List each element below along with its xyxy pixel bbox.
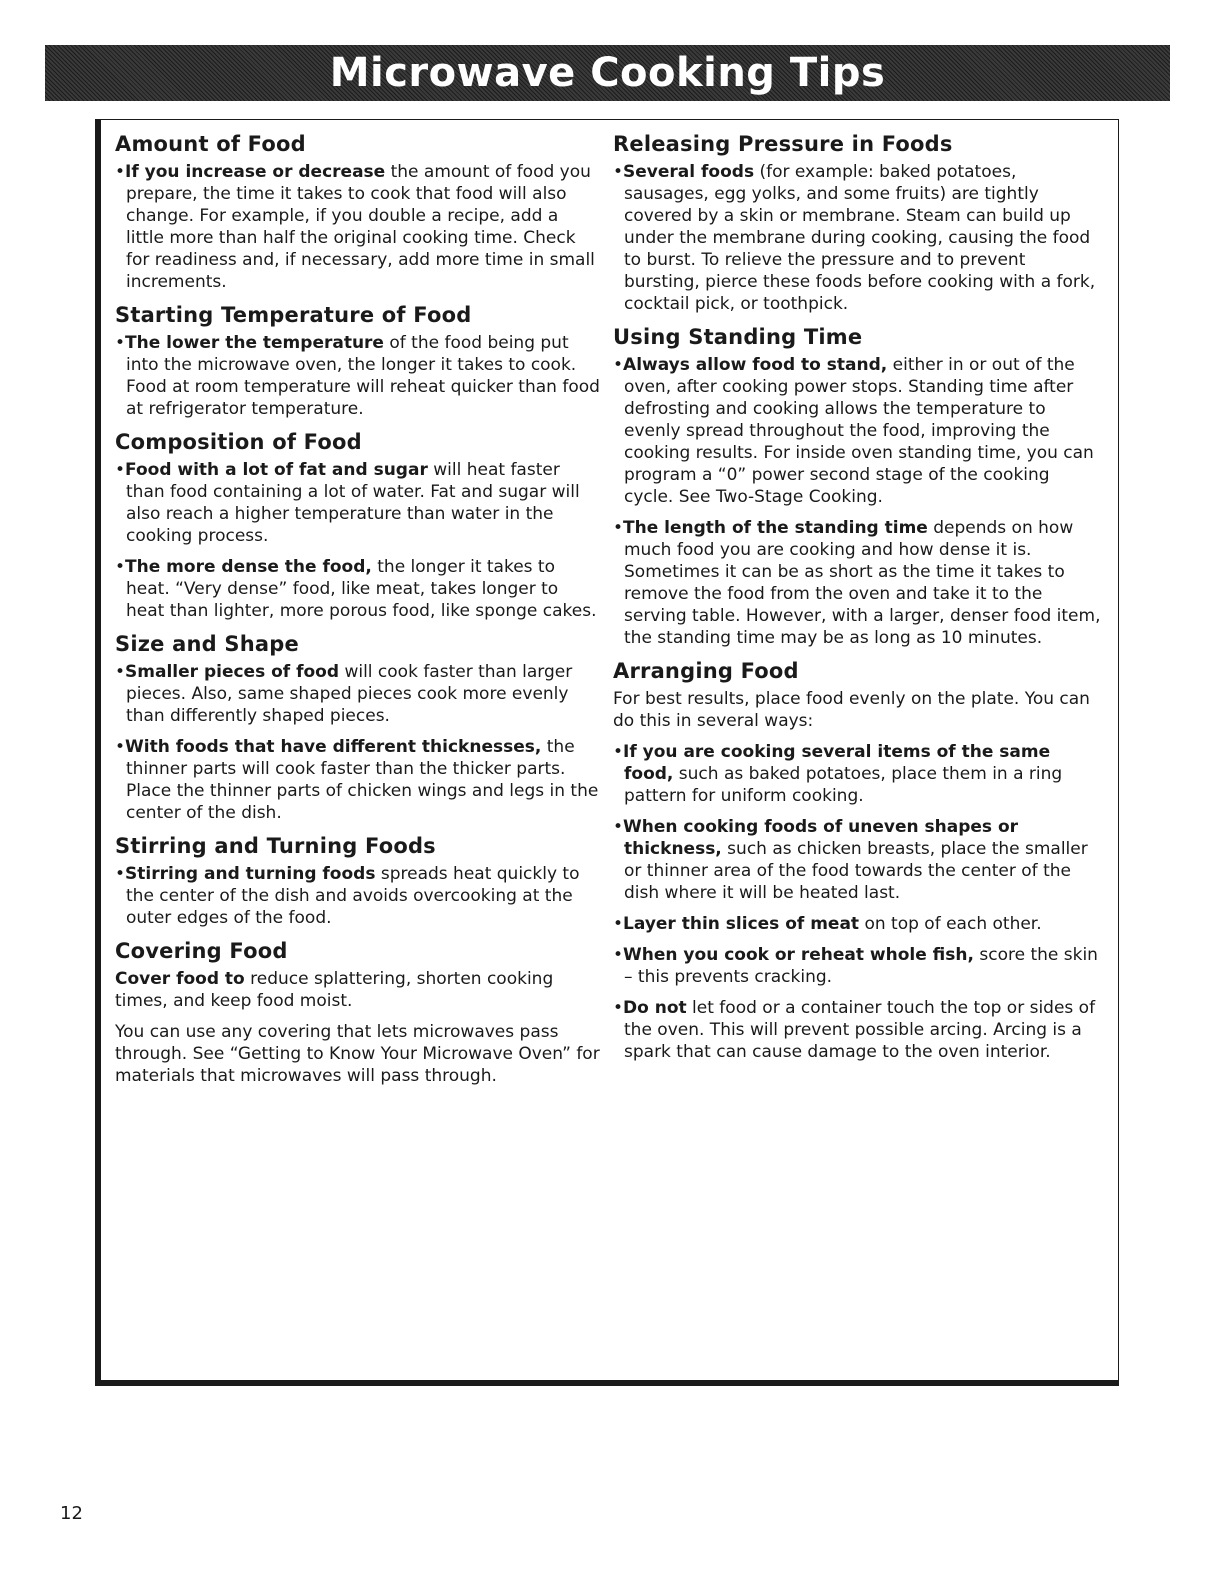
page-number: 12: [60, 1503, 83, 1524]
tip-text: depends on how much food you are cooking and how dense it is. Sometimes it can be as short as the time it takes to remove the food from the oven and take it to the serving table. However, with a larger, denser food item, the standing time may be as long as 10 minutes.: [624, 518, 1101, 648]
tip-text: such as baked potatoes, place them in a ring pattern for uniform cooking.: [624, 764, 1063, 806]
tip-section: [613, 659, 1101, 1063]
section-heading: Size and Shape: [115, 632, 299, 656]
tip-paragraph: [115, 1021, 601, 1087]
tip-bullet: •Smaller pieces of food will cook faster than larger pieces. Also, same shaped pieces cook more evenly than differently shaped pieces.: [115, 662, 573, 726]
tip-lead: The more dense the food,: [125, 557, 372, 577]
section-heading: Arranging Food: [613, 659, 799, 683]
tip-lead: When you cook or reheat whole fish,: [623, 945, 974, 965]
tip-text: (for example: baked potatoes, sausages, egg yolks, and some fruits) are tightly covered by a skin or membrane. Steam can build up under the membrane during cooking, causing the food to burst. To relieve the pressure and to prevent bursting, pierce these foods before cooking with a fork, cocktail pick, or toothpick.: [624, 162, 1096, 314]
section-heading: Stirring and Turning Foods: [115, 834, 436, 858]
tip-lead: With foods that have different thicknesses,: [125, 737, 542, 757]
tip-text: spreads heat quickly to the center of the dish and avoids overcooking at the outer edges of the food.: [126, 864, 580, 928]
tip-lead: Cover food to: [115, 969, 245, 989]
tip-text: let food or a container touch the top or sides of the oven. This will prevent possible arcing. Arcing is a spark that can cause damage to the oven interior.: [624, 998, 1096, 1062]
tip-text: For best results, place food evenly on the plate. You can do this in several ways:: [613, 689, 1090, 731]
tip-text: of the food being put into the microwave oven, the longer it takes to cook. Food at room temperature will reheat quicker than food at refrigerator temperature.: [126, 333, 600, 419]
tip-text: the longer it takes to heat. “Very dense” food, like meat, takes longer to heat than lighter, more porous food, like sponge cakes.: [126, 557, 597, 621]
tip-bullet: •Do not let food or a container touch the top or sides of the oven. This will prevent possible arcing. Arcing is a spark that can cause damage to the oven interior.: [613, 998, 1096, 1062]
tip-section: [115, 303, 601, 420]
tip-text: the thinner parts will cook faster than the thicker parts. Place the thinner parts of chicken wings and legs in the center of the dish.: [126, 737, 599, 823]
tip-lead: Smaller pieces of food: [125, 662, 340, 682]
section-heading: Starting Temperature of Food: [115, 303, 472, 327]
tip-section: [115, 939, 601, 1087]
tip-section: [115, 132, 601, 293]
tip-lead: When cooking foods of uneven shapes or thickness,: [623, 817, 1019, 859]
tip-bullet: •Several foods (for example: baked potatoes, sausages, egg yolks, and some fruits) are tightly covered by a skin or membrane. Steam can build up under the membrane during cooking, causing the food to burst. To relieve the pressure and to prevent bursting, pierce these foods before cooking with a fork, cocktail pick, or toothpick.: [613, 162, 1096, 314]
tip-section: [613, 325, 1101, 649]
tip-bullet: •The more dense the food, the longer it takes to heat. “Very dense” food, like meat, takes longer to heat than lighter, more porous food, like sponge cakes.: [115, 557, 597, 621]
section-heading: Releasing Pressure in Foods: [613, 132, 953, 156]
left-column: [115, 132, 601, 1097]
tip-lead: The lower the temperature: [125, 333, 384, 353]
section-heading: Amount of Food: [115, 132, 306, 156]
tip-text: such as chicken breasts, place the smaller or thinner area of the food towards the center of the dish where it will be heated last.: [624, 839, 1088, 903]
tip-lead: Stirring and turning foods: [125, 864, 376, 884]
page-title: Microwave Cooking Tips: [329, 50, 886, 96]
tip-text: score the skin – this prevents cracking.: [624, 945, 1098, 987]
tip-bullet: •The lower the temperature of the food being put into the microwave oven, the longer it takes to cook. Food at room temperature will reheat quicker than food at refrigerator temperature.: [115, 333, 600, 419]
section-heading: Composition of Food: [115, 430, 362, 454]
tip-section: [115, 632, 601, 824]
tip-bullet: •Always allow food to stand, either in or out of the oven, after cooking power stops. Standing time after defrosting and cooking allows the temperature to evenly spread throughout the food, improving the cooking results. For inside oven standing time, you can program a “0” power second stage of the cooking cycle. See Two-Stage Cooking.: [613, 355, 1094, 507]
section-heading: Covering Food: [115, 939, 288, 963]
tips-panel: [95, 119, 1119, 1386]
tip-section: [115, 834, 601, 929]
tip-bullet: •If you increase or decrease the amount of food you prepare, the time it takes to cook that food will also change. For example, if you double a recipe, add a little more than half the original cooking time. Check for readiness and, if necessary, add more time in small increments.: [115, 162, 595, 292]
tip-paragraph: [613, 688, 1101, 732]
tip-lead: Do not: [623, 998, 687, 1018]
tip-lead: Layer thin slices of meat: [623, 914, 860, 934]
tip-bullet: •Layer thin slices of meat on top of each other.: [613, 914, 1042, 934]
tip-text: You can use any covering that lets microwaves pass through. See “Getting to Know Your Microwave Oven” for materials that microwaves will pass through.: [115, 1022, 600, 1086]
tip-lead: The length of the standing time: [623, 518, 928, 538]
tip-lead: If you increase or decrease: [125, 162, 386, 182]
tip-lead: If you are cooking several items of the same food,: [623, 742, 1051, 784]
tip-text: will heat faster than food containing a lot of water. Fat and sugar will also reach a higher temperature than water in the cooking process.: [126, 460, 580, 546]
tip-bullet: •With foods that have different thicknesses, the thinner parts will cook faster than the thicker parts. Place the thinner parts of chicken wings and legs in the center of the dish.: [115, 737, 599, 823]
tip-bullet: •The length of the standing time depends on how much food you are cooking and how dense it is. Sometimes it can be as short as the time it takes to remove the food from the oven and take it to the serving table. However, with a larger, denser food item, the standing time may be as long as 10 minutes.: [613, 518, 1101, 648]
tip-text: either in or out of the oven, after cooking power stops. Standing time after defrosting and cooking allows the temperature to evenly spread throughout the food, improving the cooking results. For inside oven standing time, you can program a “0” power second stage of the cooking cycle. See Two-Stage Cooking.: [624, 355, 1094, 507]
tip-lead: Always allow food to stand,: [623, 355, 888, 375]
tip-paragraph: [115, 968, 601, 1012]
tip-text: the amount of food you prepare, the time it takes to cook that food will also change. For example, if you double a recipe, add a little more than half the original cooking time. Check for readiness and, if necessary, add more time in small increments.: [126, 162, 595, 292]
section-heading: Using Standing Time: [613, 325, 863, 349]
right-column: [613, 132, 1101, 1073]
tip-bullet: •When cooking foods of uneven shapes or thickness, such as chicken breasts, place the smaller or thinner area of the food towards the center of the dish where it will be heated last.: [613, 817, 1088, 903]
tip-section: [115, 430, 601, 622]
page-banner: [45, 45, 1170, 101]
tip-text: reduce splattering, shorten cooking times, and keep food moist.: [115, 969, 554, 1011]
tip-bullet: •When you cook or reheat whole fish, score the skin – this prevents cracking.: [613, 945, 1098, 987]
tip-text: will cook faster than larger pieces. Also, same shaped pieces cook more evenly than differently shaped pieces.: [126, 662, 573, 726]
tip-lead: Several foods: [623, 162, 755, 182]
tip-bullet: •Food with a lot of fat and sugar will heat faster than food containing a lot of water. Fat and sugar will also reach a higher temperature than water in the cooking process.: [115, 460, 580, 546]
tip-text: on top of each other.: [859, 914, 1042, 934]
tip-lead: Food with a lot of fat and sugar: [125, 460, 428, 480]
tip-bullet: •Stirring and turning foods spreads heat quickly to the center of the dish and avoids overcooking at the outer edges of the food.: [115, 864, 580, 928]
tip-bullet: •If you are cooking several items of the same food, such as baked potatoes, place them in a ring pattern for uniform cooking.: [613, 742, 1063, 806]
tip-section: [613, 132, 1101, 315]
